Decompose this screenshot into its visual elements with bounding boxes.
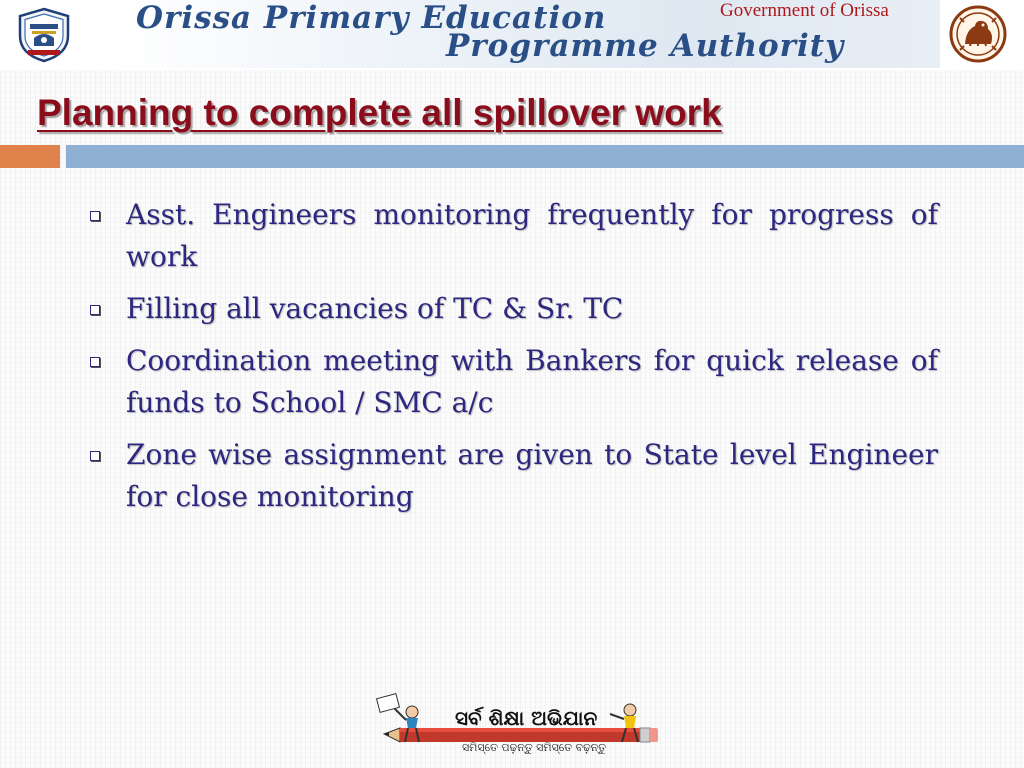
bullet-list	[88, 194, 938, 528]
bullet-item	[88, 194, 938, 278]
footer-logo-title: ସର୍ବ ଶିକ୍ଷା ଅଭିଯାନ	[455, 706, 598, 730]
bullet-text: Filling all vacancies of TC & Sr. TC	[126, 292, 624, 325]
opepa-emblem-icon	[14, 6, 74, 64]
divider-accent-orange	[0, 145, 60, 168]
divider-accent-blue	[66, 145, 1024, 168]
bullet-text: Coordination meeting with Bankers for quick release of funds to School / SMC a/c	[126, 344, 938, 419]
slide-title: Planning to complete all spillover work	[37, 92, 722, 133]
square-bullet-icon	[90, 357, 100, 367]
header-banner	[0, 0, 1024, 70]
banner-title-line2: Programme Authority	[446, 28, 845, 64]
square-bullet-icon	[90, 305, 100, 315]
square-bullet-icon	[90, 451, 100, 461]
banner-title-line1: Orissa Primary Education	[136, 0, 607, 36]
bullet-item	[88, 340, 938, 424]
bullet-item	[88, 434, 938, 518]
government-label: Government of Orissa	[720, 0, 889, 21]
footer-logo-tagline: ସମିସ୍ତେ ପଢ଼ନ୍ତୁ ସମିସ୍ତେ ବଢ଼ନ୍ତୁ	[462, 741, 607, 754]
square-bullet-icon	[90, 211, 100, 221]
bullet-item	[88, 288, 938, 330]
orissa-state-emblem-icon	[948, 4, 1008, 64]
bullet-text: Zone wise assignment are given to State level Engineer for close monitoring	[126, 438, 938, 513]
bullet-text: Asst. Engineers monitoring frequently for progress of work	[126, 198, 938, 273]
